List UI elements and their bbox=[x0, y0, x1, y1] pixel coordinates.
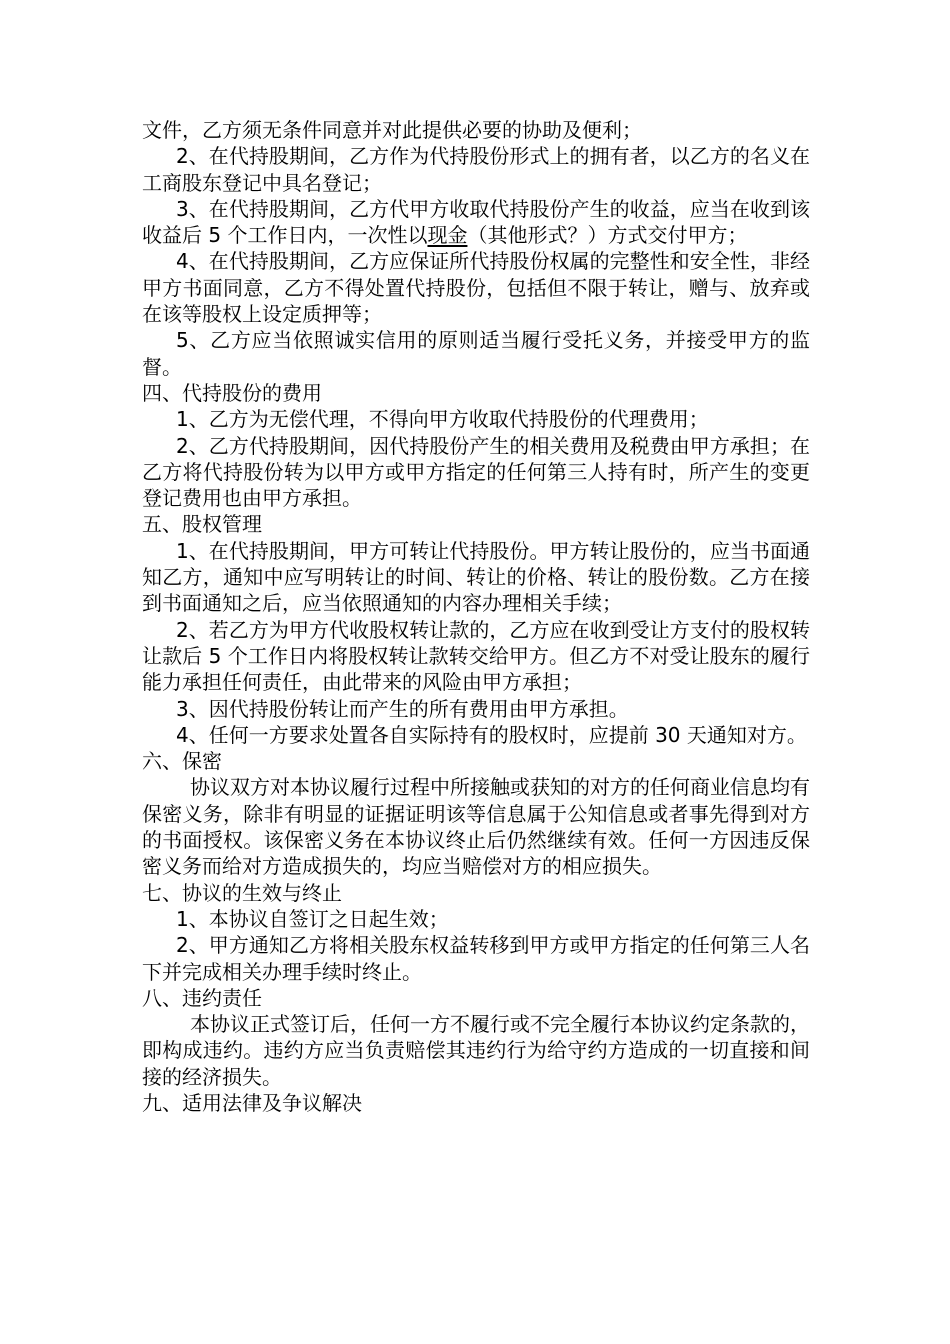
clause-8-body: 本协议正式签订后，任何一方不履行或不完全履行本协议约定条款的，即构成违约。违约方应当负责赔偿其违约行为给守约方造成的一切直接和间接的经济损失。 bbox=[142, 1012, 810, 1089]
clause-6-body: 协议双方对本协议履行过程中所接触或获知的对方的任何商业信息均有保密义务，除非有明显的证据证明该等信息属于公知信息或者事先得到对方的书面授权。该保密义务在本协议终止后仍然继续有效。任何一方因违反保密义务而给对方造成损失的，均应当赔偿对方的相应损失。 bbox=[142, 775, 810, 879]
section-heading-4: 四、代持股份的费用 bbox=[142, 380, 322, 405]
document-page bbox=[142, 117, 810, 1116]
clause-5-3: 3、因代持股份转让而产生的所有费用由甲方承担。 bbox=[176, 696, 629, 721]
section-heading-5: 五、股权管理 bbox=[142, 512, 262, 537]
clause-3-4: 4、在代持股期间，乙方应保证所代持股份权属的完整性和安全性，非经甲方书面同意，乙方不得处置代持股份，包括但不限于转让，赠与、放弃或在该等股权上设定质押等； bbox=[142, 249, 810, 327]
clause-5-1: 1、在代持股期间，甲方可转让代持股份。甲方转让股份的，应当书面通知乙方，通知中应写明转让的时间、转让的价格、转让的股份数。乙方在接到书面通知之后，应当依照通知的内容办理相关手续； bbox=[142, 538, 810, 616]
clause-3-5: 5、乙方应当依照诚实信用的原则适当履行受托义务，并接受甲方的监督。 bbox=[142, 328, 810, 379]
clause-4-2: 2、乙方代持股期间，因代持股份产生的相关费用及税费由甲方承担；在乙方将代持股份转为以甲方或甲方指定的任何第三人持有时，所产生的变更登记费用也由甲方承担。 bbox=[142, 433, 810, 511]
clause-3-2: 2、在代持股期间，乙方作为代持股份形式上的拥有者，以乙方的名义在工商股东登记中具名登记； bbox=[142, 144, 810, 195]
clause-5-4: 4、任何一方要求处置各自实际持有的股权时，应提前 30 天通知对方。 bbox=[176, 722, 807, 747]
clause-3-3 bbox=[142, 196, 810, 249]
underlined-cash-term: 现金 bbox=[427, 223, 468, 248]
section-heading-7: 七、协议的生效与终止 bbox=[142, 880, 342, 905]
clause-4-1: 1、乙方为无偿代理，不得向甲方收取代持股份的代理费用； bbox=[176, 407, 709, 432]
clause-5-2: 2、若乙方为甲方代收股权转让款的，乙方应在收到受让方支付的股权转让款后 5 个工作日内将股权转让款转交给甲方。但乙方不对受让股东的履行能力承担任何责任，由此带来的风险由甲方承担； bbox=[142, 617, 810, 695]
clause-3-3-text-after: （其他形式？）方式交付甲方； bbox=[467, 223, 748, 248]
section-heading-8: 八、违约责任 bbox=[142, 985, 262, 1010]
section-heading-9: 九、适用法律及争议解决 bbox=[142, 1090, 362, 1115]
clause-3-3-text-before: 3、在代持股期间，乙方代甲方收取代持股份产生的收益，应当在收到该收益后 5 个工作日内，一次性以 bbox=[142, 196, 810, 248]
section-heading-6: 六、保密 bbox=[142, 749, 222, 774]
clause-7-1: 1、本协议自签订之日起生效； bbox=[176, 906, 449, 931]
paragraph-continuation: 文件，乙方须无条件同意并对此提供必要的协助及便利； bbox=[142, 118, 642, 142]
clause-7-2: 2、甲方通知乙方将相关股东权益转移到甲方或甲方指定的任何第三人名下并完成相关办理手续时终止。 bbox=[142, 933, 810, 984]
